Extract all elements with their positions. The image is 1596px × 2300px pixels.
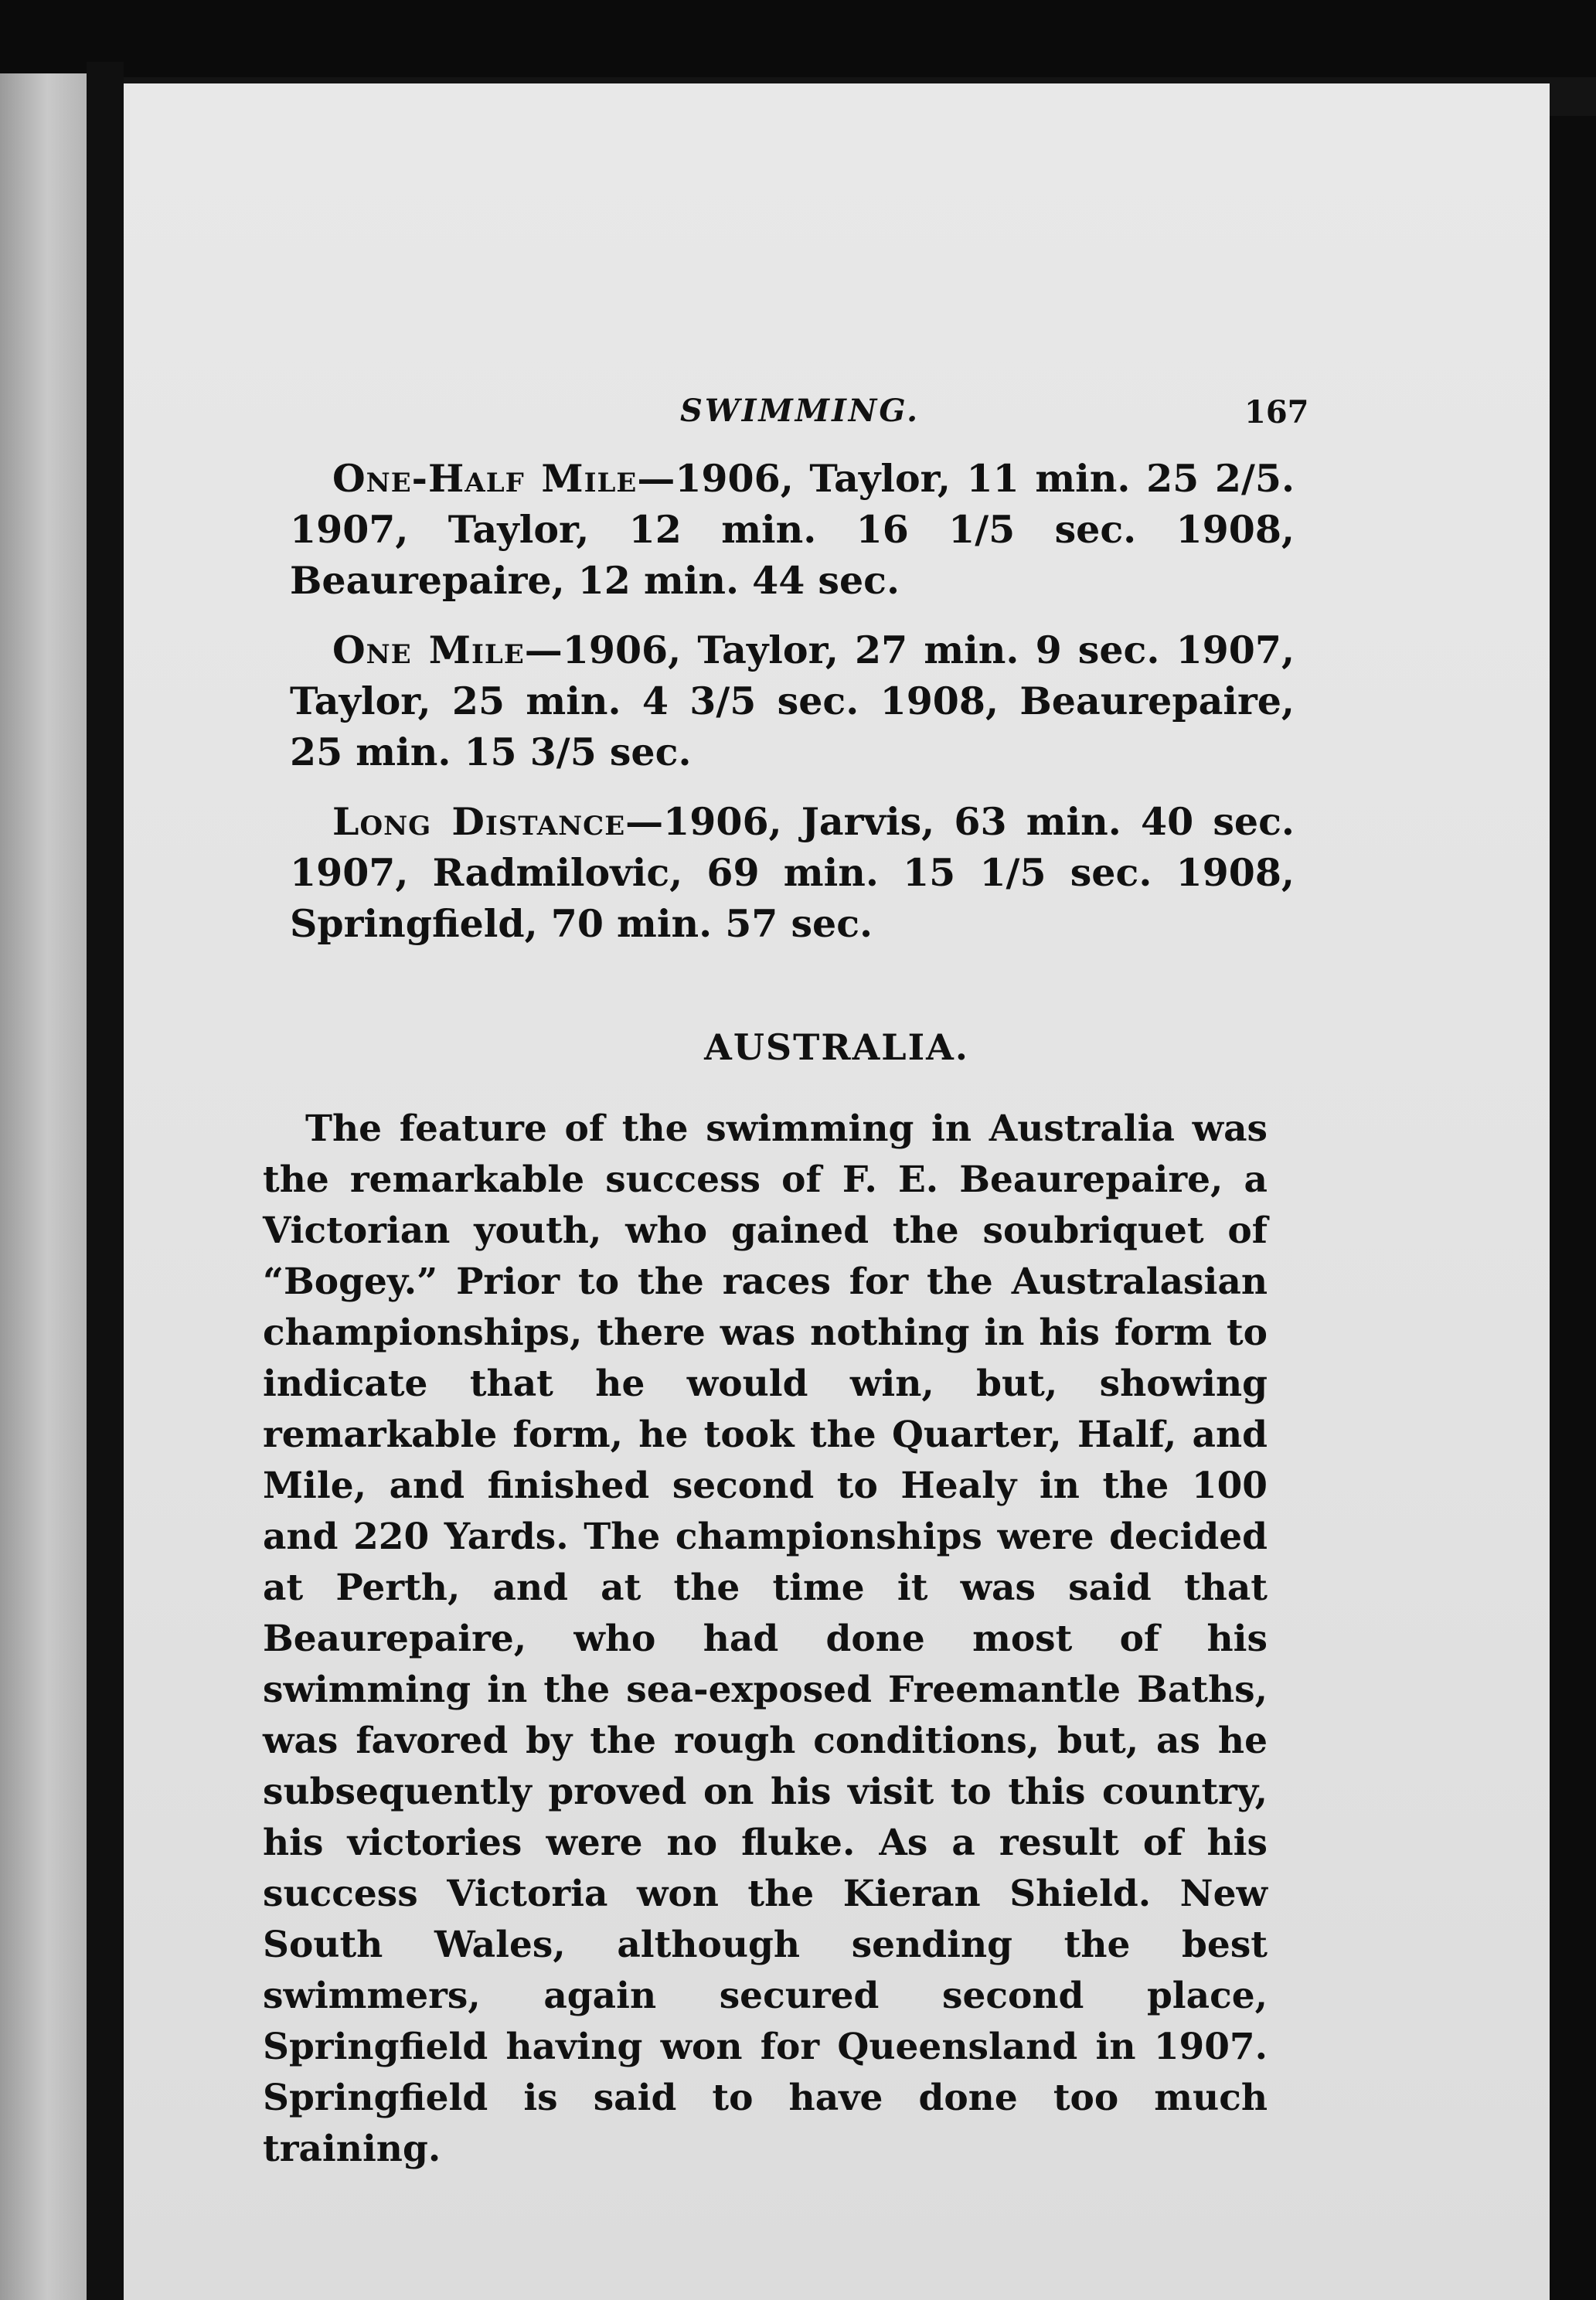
running-head (124, 393, 1550, 439)
running-head-title: SWIMMING. (680, 393, 921, 429)
record-text: —1906, Taylor, 11 min. 25 2/5. 1907, Taylor, 12 min. 16 1/5 sec. 1908, Beaurepaire, 12 min. 44 sec. (290, 456, 1295, 603)
record-list (290, 453, 1295, 968)
scanner-right-border (1550, 116, 1596, 2300)
record-text: —1906, Jarvis, 63 min. 40 sec. 1907, Radmilovic, 69 min. 15 1/5 sec. 1908, Springfield, 70 min. 57 sec. (290, 799, 1295, 946)
record-heading: One Mile (332, 628, 525, 672)
scanner-top-border (0, 0, 1596, 77)
record-entry (290, 453, 1295, 606)
record-text: —1906, Taylor, 27 min. 9 sec. 1907, Taylor, 25 min. 4 3/5 sec. 1908, Beaurepaire, 25 min. 15 3/5 sec. (290, 628, 1295, 774)
facing-page-edge (0, 73, 87, 2300)
record-entry (290, 624, 1295, 777)
record-heading: One-Half Mile (332, 456, 638, 501)
record-entry (290, 796, 1295, 949)
page-number: 167 (1244, 394, 1309, 430)
record-heading: Long Distance (332, 799, 626, 844)
book-gutter (87, 62, 124, 2300)
body-paragraph: The feature of the swimming in Australia was the remarkable success of F. E. Beaurepaire, a Victorian youth, who gained the soubriquet of “Bogey.” Prior to the races for the Australasian championships, there was nothing in his form to indicate that he would win, but, showing remarkable form, he took the Quarter, Half, and Mile, and finished second to Healy in the 100 and 220 Yards. The championships were decided at Perth, and at the time it was said that Beaurepaire, who had done most of his swimming in the sea-exposed Freemantle Baths, was favored by the rough conditions, but, as he subsequently proved on his visit to this country, his victories were no fluke. As a result of his success Victoria won the Kieran Shield. New South Wales, although sending the best swimmers, again secured second place, Springfield having won for Queensland in 1907. Springfield is said to have done too much training. (263, 1107, 1268, 2170)
page-sheet (124, 83, 1550, 2300)
section-heading: AUSTRALIA. (704, 1026, 969, 1068)
